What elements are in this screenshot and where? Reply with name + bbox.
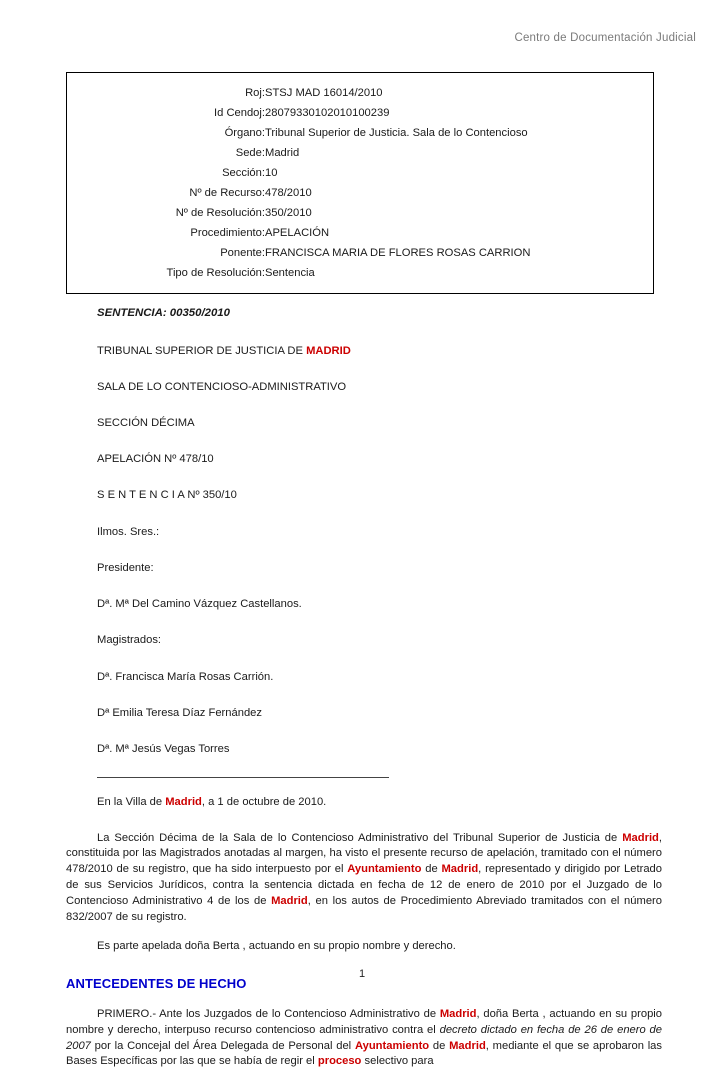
para1-madrid-2: Madrid <box>441 863 479 876</box>
document-body <box>66 305 662 1083</box>
para3-ayuntamiento: Ayuntamiento <box>354 1039 430 1052</box>
metadata-label: Órgano: <box>224 127 265 139</box>
metadata-value: 28079330102010100239 <box>265 107 390 119</box>
para3-part-f: selectivo para <box>361 1055 434 1068</box>
court-name-line <box>97 343 662 359</box>
villa-suffix: , a 1 de octubre de 2010. <box>201 796 327 809</box>
villa-line <box>97 794 662 810</box>
metadata-table <box>67 83 653 283</box>
table-row <box>67 143 653 163</box>
table-row <box>67 243 653 263</box>
metadata-label: Nº de Recurso: <box>189 187 265 199</box>
metadata-label: Procedimiento: <box>190 227 265 239</box>
ilmos-line: Ilmos. Sres.: <box>97 525 160 538</box>
para1-part-a: La Sección Décima de la Sala de lo Contencioso Administrativo del Tribunal Superior de Justicia de <box>97 831 623 844</box>
metadata-value: Tribunal Superior de Justicia. Sala de lo Contencioso <box>265 127 528 139</box>
divider <box>97 777 389 778</box>
para3-part-b: , doña Berta , actuando en su propio nombre y derecho, interpuso recurso contencioso administrativo contra el <box>66 1007 662 1036</box>
paragraph-seccion-decima <box>66 831 662 926</box>
court-name-prefix: TRIBUNAL SUPERIOR DE JUSTICIA DE <box>97 344 307 357</box>
para3-part-a: PRIMERO.- Ante los Juzgados de lo Contencioso Administrativo de <box>97 1007 440 1020</box>
magistrado-name-2: Dª Emilia Teresa Díaz Fernández <box>97 706 262 719</box>
para3-decreto-italic: decreto dictado en fecha de 26 de enero de 2007 <box>66 1023 662 1052</box>
metadata-value: Madrid <box>265 147 300 159</box>
page-header-label: Centro de Documentación Judicial <box>514 32 696 44</box>
villa-prefix: En la Villa de <box>97 796 166 809</box>
document-heading-block <box>97 305 662 811</box>
metadata-value: STSJ MAD 16014/2010 <box>265 87 383 99</box>
table-row <box>67 263 653 283</box>
para3-proceso: proceso <box>317 1055 362 1068</box>
para3-part-d: de <box>429 1039 450 1052</box>
paragraph-parte-apelada: Es parte apelada doña Berta , actuando en su propio nombre y derecho. <box>97 940 456 953</box>
metadata-label: Roj: <box>245 87 265 99</box>
sala-line: SALA DE LO CONTENCIOSO-ADMINISTRATIVO <box>97 380 347 393</box>
metadata-value: 478/2010 <box>265 187 312 199</box>
seccion-line: SECCIÓN DÉCIMA <box>97 417 195 429</box>
magistrados-label: Magistrados: <box>97 634 162 647</box>
para3-part-e: , mediante el que se aprobaron las Bases Específicas por las que se había de regir el <box>66 1039 662 1068</box>
antecedentes-heading: ANTECEDENTES DE HECHO <box>66 975 247 991</box>
table-row <box>67 83 653 103</box>
table-row <box>67 123 653 143</box>
presidente-name: Dª. Mª Del Camino Vázquez Castellanos. <box>97 598 302 611</box>
villa-city: Madrid <box>165 796 202 809</box>
para1-madrid-3: Madrid <box>271 895 308 908</box>
para1-part-e: , en los autos de Procedimiento Abreviado tramitados con el número 832/2007 de su registro. <box>66 895 662 924</box>
table-row <box>67 103 653 123</box>
para1-part-b: , constituida por las Magistrados anotadas al margen, ha visto el presente recurso de apelación, tramitado con el número 478/2010 de su registro, que ha sido interpuesto por el <box>66 831 662 876</box>
para3-part-c: por la Concejal del Área Delegada de Personal del <box>90 1039 355 1052</box>
magistrado-name-3: Dª. Mª Jesús Vegas Torres <box>97 743 230 756</box>
table-row <box>67 183 653 203</box>
metadata-label: Sección: <box>222 167 265 179</box>
paragraph-primero <box>66 1007 662 1071</box>
table-row <box>67 223 653 243</box>
metadata-value: FRANCISCA MARIA DE FLORES ROSAS CARRION <box>265 247 531 259</box>
court-name-city: MADRID <box>306 344 351 357</box>
page-number: 1 <box>358 968 366 980</box>
para3-madrid-1: Madrid <box>439 1007 477 1020</box>
magistrado-name-1: Dª. Francisca María Rosas Carrión. <box>97 670 274 683</box>
metadata-label: Nº de Resolución: <box>175 207 265 219</box>
metadata-value: 10 <box>265 167 278 179</box>
metadata-value: Sentencia <box>265 267 315 279</box>
apelacion-line: APELACIÓN Nº 478/10 <box>97 453 214 466</box>
para1-part-c: de <box>421 863 442 876</box>
metadata-table-body <box>67 83 653 283</box>
presidente-label: Presidente: <box>97 561 154 574</box>
table-row <box>67 163 653 183</box>
sentencia-number-line: S E N T E N C I A Nº 350/10 <box>97 489 237 502</box>
table-row <box>67 203 653 223</box>
metadata-box <box>66 72 654 294</box>
para1-ayuntamiento: Ayuntamiento <box>347 863 422 876</box>
para3-madrid-2: Madrid <box>449 1039 486 1052</box>
sentencia-number: SENTENCIA: 00350/2010 <box>97 307 230 319</box>
metadata-label: Id Cendoj: <box>214 107 265 119</box>
para1-madrid-1: Madrid <box>622 831 659 844</box>
metadata-value: 350/2010 <box>265 207 312 219</box>
metadata-value: APELACIÓN <box>265 227 330 239</box>
para1-part-d: , representado y dirigido por Letrado de sus Servicios Jurídicos, contra la sentencia dictada en fecha de 12 de enero de 2010 por el Juzgado de lo Contencioso Administrativo 4 de los de <box>66 863 662 908</box>
metadata-label: Tipo de Resolución: <box>166 267 265 279</box>
metadata-label: Sede: <box>235 147 265 159</box>
metadata-label: Ponente: <box>220 247 265 259</box>
